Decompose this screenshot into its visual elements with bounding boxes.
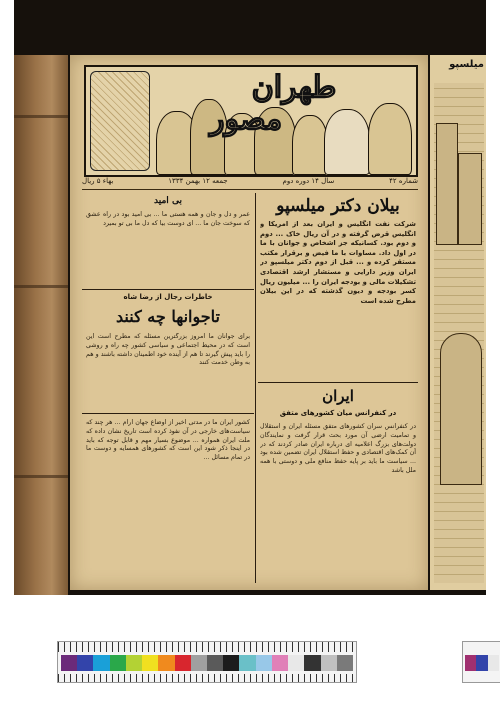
- color-swatch: [191, 655, 207, 671]
- section-rule: [82, 413, 254, 414]
- color-swatch: [272, 655, 288, 671]
- color-swatch: [223, 655, 239, 671]
- color-swatch: [175, 655, 191, 671]
- color-swatch: [207, 655, 223, 671]
- issue-date: جمعه ۱۲ بهمن ۱۳۳۴: [168, 177, 228, 185]
- essay-byline: خاطرات رجال از رضا شاه: [123, 293, 213, 301]
- section-rule: [82, 289, 254, 290]
- poem-title: بی امید: [154, 196, 182, 206]
- color-calibration-target-partial: [462, 641, 500, 683]
- color-swatches: [465, 655, 499, 671]
- color-swatch: [126, 655, 142, 671]
- issue-number: شماره ۴۲: [389, 177, 418, 185]
- facing-page-illustration: [434, 83, 484, 583]
- column-rule: [255, 193, 256, 383]
- color-swatch: [256, 655, 272, 671]
- newspaper-page: [70, 55, 428, 590]
- iran-subheadline: در کنفرانس میان کشورهای متفق: [279, 409, 397, 417]
- column-rule: [255, 383, 256, 583]
- essay-headline: تاجوانها چه کنند: [116, 307, 220, 326]
- lower-left-article-body: کشور ایران ما در مدتی اخیر از اوضاع جهان آرام ... هر چند که سیاست‌های خارجی در آن نفوذ کرده است تاریخ نشان داده که ملت ایران همواره ... موضوع بسیار مهم و قابل توجه که باید در اینجا ذکر شود این است که کشورهای همسایه و دوست ما در تمام مسائل ...: [86, 419, 250, 462]
- color-swatch: [465, 655, 476, 671]
- color-swatch: [476, 655, 487, 671]
- issue-year: سال ۱۴ دوره دوم: [282, 177, 335, 185]
- color-swatch: [304, 655, 320, 671]
- masthead-title-line2: مصور: [209, 102, 283, 137]
- color-swatch: [61, 655, 77, 671]
- masthead: [84, 65, 418, 177]
- masthead-title-line1: طهران: [251, 70, 337, 105]
- section-rule: [258, 382, 418, 383]
- color-swatch: [110, 655, 126, 671]
- color-swatch: [142, 655, 158, 671]
- essay-body: برای جوانان ما امروز بزرگترین مسئله که مطرح است این است که در محیط اجتماعی و سیاسی کشور چه راه و روشی را باید پیش گیرند تا هم از آینده خود اطمینان داشته باشند و هم به وطن خدمت کنند: [86, 333, 250, 367]
- color-swatch: [93, 655, 109, 671]
- color-swatch: [158, 655, 174, 671]
- lead-article-body: شرکت نفت انگلیس و ایران بعد از امریکا و انگلیس قرض گرفته و در آن ریال خاک ... دوم و دوم بود. کسانیکه جز اشخاص و جوانان با ما در اول داد. مساوات با ما فیض و برقرار مکتب مستقر کرده و ... قبل از دوم دکتر میلسپو در ایران وزیر دارایی و مستشار ارشد اقتصادی تشکیلات مالی و بودجه ایران را ... میلیون ریال کسر بودجه و دیون گذشته که در این بیلان مطرح شده است: [260, 220, 416, 305]
- iran-headline: ایران: [322, 387, 354, 405]
- issue-info-bar: [82, 177, 418, 190]
- book-spine: [14, 55, 68, 595]
- color-swatches: [61, 655, 353, 671]
- color-swatch: [77, 655, 93, 671]
- facing-header-title: میلسپو: [449, 59, 484, 70]
- color-swatch: [288, 655, 304, 671]
- iran-article-body: در کنفرانس سران کشورهای متفق مسئله ایران و استقلال و تمامیت ارضی آن مورد بحث قرار گرفت و نمایندگان دولت‌های بزرگ اعلامیه ای درباره ایران صادر کردند که در آن کمک‌های اقتصادی و حفظ استقلال ایران تضمین شده بود ... سیاست ما باید بر پایه حفظ منافع ملی و دوستی با همه ملل باشد: [260, 423, 416, 474]
- caricature-figure: [368, 103, 412, 175]
- color-swatch: [321, 655, 337, 671]
- issue-price: بهاء ۵ ریال: [82, 177, 114, 185]
- color-swatch: [337, 655, 353, 671]
- facing-page: [430, 55, 486, 590]
- masthead-ornament: [90, 71, 150, 171]
- facing-page-header: [432, 59, 484, 81]
- color-swatch: [488, 655, 499, 671]
- color-calibration-target: [57, 641, 357, 683]
- color-swatch: [239, 655, 255, 671]
- lead-headline: بیلان دکتر میلسپو: [276, 196, 400, 216]
- poem-body: عمر و دل و جان و همه هستی ما ... بی امید بود در راه عشق که سوخت جان ما ... ای دوست بیا که دل ما بی تو بمیرد: [86, 211, 250, 227]
